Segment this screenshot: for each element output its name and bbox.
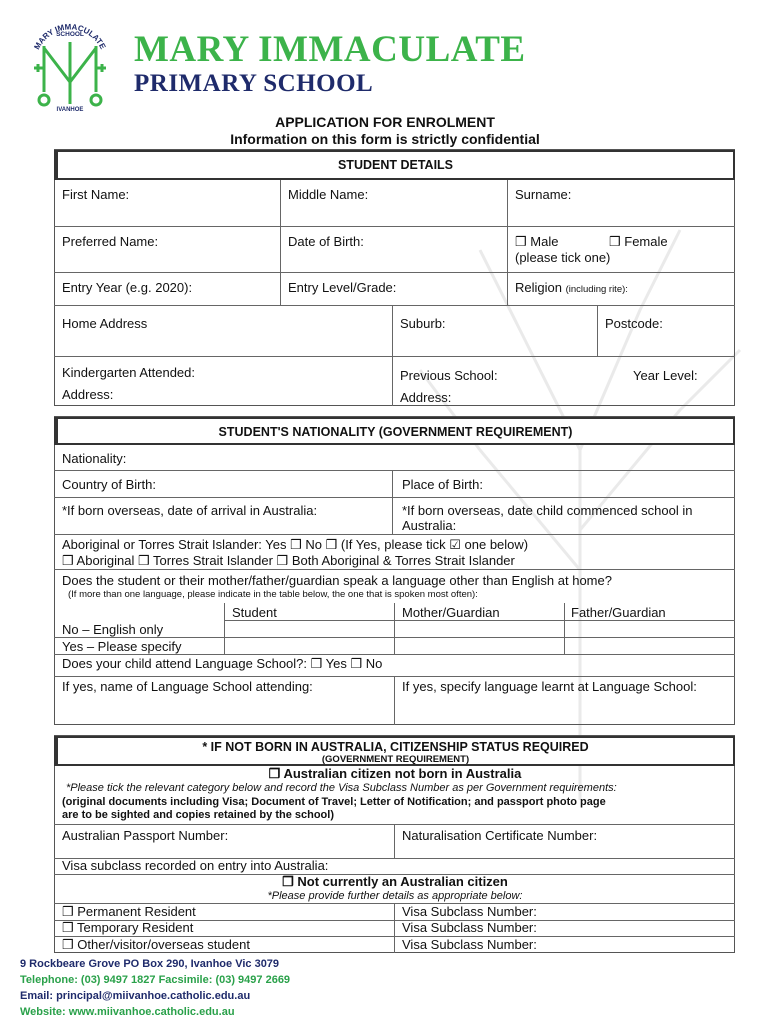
logo-ivanhoe-text: IVANHOE — [56, 107, 84, 112]
visa-number-field-3[interactable]: Visa Subclass Number: — [402, 937, 537, 952]
student-details-heading: STUDENT DETAILS — [54, 150, 735, 180]
date-of-birth-field[interactable]: Date of Birth: — [288, 234, 364, 249]
other-visitor-checkbox[interactable]: ❒ Other/visitor/overseas student — [62, 937, 250, 952]
school-subtitle: PRIMARY SCHOOL — [134, 70, 374, 97]
surname-field[interactable]: Surname: — [515, 187, 572, 202]
school-name: MARY IMMACULATE — [134, 29, 526, 70]
footer-email[interactable]: Email: principal@miivanhoe.catholic.edu.au — [20, 990, 251, 1002]
language-question: Does the student or their mother/father/guardian speak a language other than English at home? — [62, 573, 612, 588]
kindergarten-field[interactable]: Kindergarten Attended: — [62, 365, 195, 380]
entry-level-field[interactable]: Entry Level/Grade: — [288, 280, 397, 295]
kindergarten-address-field[interactable]: Address: — [62, 387, 114, 402]
tick-one-note: (please tick one) — [515, 250, 611, 265]
atsi-options[interactable]: ❒ Aboriginal ❒ Torres Strait Islander ❒ Both Aboriginal & Torres Strait Islander — [62, 553, 515, 568]
citizenship-heading — [54, 736, 735, 766]
naturalisation-field[interactable]: Naturalisation Certificate Number: — [402, 828, 598, 843]
documents-note-line1: (original documents including Visa; Document of Travel; Letter of Notification; and passport photo page — [62, 796, 606, 808]
col-father-guardian: Father/Guardian — [571, 605, 666, 620]
logo-arc-text: MARY IMMACULATE — [32, 22, 108, 52]
postcode-field[interactable]: Postcode: — [605, 316, 663, 331]
nationality-heading: STUDENT'S NATIONALITY (GOVERNMENT REQUIREMENT) — [54, 417, 735, 445]
citizenship-heading-title: * IF NOT BORN IN AUSTRALIA, CITIZENSHIP STATUS REQUIRED — [202, 740, 589, 754]
commenced-school-field-line2: Australia: — [402, 518, 457, 533]
not-citizen-checkbox[interactable]: ❒ Not currently an Australian citizen — [282, 874, 508, 889]
first-name-field[interactable]: First Name: — [62, 187, 130, 202]
religion-field[interactable] — [515, 280, 628, 295]
suburb-field[interactable]: Suburb: — [400, 316, 446, 331]
footer-phone: Telephone: (03) 9497 1827 Facsimile: (03) 9497 2669 — [20, 974, 291, 986]
language-learnt-field[interactable]: If yes, specify language learnt at Language School: — [402, 679, 697, 694]
further-details-note: *Please provide further details as appropriate below: — [267, 890, 523, 902]
home-address-field[interactable]: Home Address — [62, 316, 148, 331]
citizenship-instruction: *Please tick the relevant category below and record the Visa Subclass Number as per Government requirements: — [66, 782, 617, 794]
religion-note: (including rite): — [565, 284, 628, 295]
col-mother-guardian: Mother/Guardian — [402, 605, 500, 620]
arrival-date-field[interactable]: *If born overseas, date of arrival in Australia: — [62, 503, 318, 518]
religion-label: Religion — [515, 280, 562, 295]
visa-number-field-1[interactable]: Visa Subclass Number: — [402, 904, 537, 919]
footer-website[interactable]: Website: www.miivanhoe.catholic.edu.au — [20, 1006, 235, 1018]
middle-name-field[interactable]: Middle Name: — [288, 187, 369, 202]
previous-school-address-field[interactable]: Address: — [400, 390, 452, 405]
temporary-resident-checkbox[interactable]: ❒ Temporary Resident — [62, 920, 194, 935]
commenced-school-field[interactable]: *If born overseas, date child commenced school in — [402, 503, 693, 518]
permanent-resident-checkbox[interactable]: ❒ Permanent Resident — [62, 904, 196, 919]
male-checkbox[interactable]: ❒ Male — [515, 234, 559, 249]
year-level-field[interactable]: Year Level: — [633, 368, 698, 383]
citizen-not-born-checkbox[interactable]: ❒ Australian citizen not born in Australia — [268, 766, 522, 781]
visa-number-field-2[interactable]: Visa Subclass Number: — [402, 920, 537, 935]
logo-school-text: SCHOOL — [56, 31, 84, 38]
footer-address: 9 Rockbeare Grove PO Box 290, Ivanhoe Vic 3079 — [20, 958, 280, 970]
female-checkbox[interactable]: ❒ Female — [609, 234, 668, 249]
row-please-specify: Yes – Please specify — [62, 639, 182, 654]
row-english-only: No – English only — [62, 622, 164, 637]
form-title: APPLICATION FOR ENROLMENT — [275, 114, 495, 130]
documents-note-line2: are to be sighted and copies retained by the school) — [62, 809, 334, 821]
language-note: (If more than one language, please indicate in the table below, the one that is spoken most often): — [68, 589, 478, 600]
country-of-birth-field[interactable]: Country of Birth: — [62, 477, 156, 492]
visa-subclass-entry-field[interactable]: Visa subclass recorded on entry into Australia: — [62, 858, 329, 873]
entry-year-field[interactable]: Entry Year (e.g. 2020): — [62, 280, 193, 295]
form-subtitle: Information on this form is strictly confidential — [230, 131, 540, 147]
preferred-name-field[interactable]: Preferred Name: — [62, 234, 159, 249]
previous-school-field[interactable]: Previous School: — [400, 368, 498, 383]
col-student: Student — [232, 605, 277, 620]
language-school-name-field[interactable]: If yes, name of Language School attending: — [62, 679, 313, 694]
school-crest-logo — [20, 12, 120, 112]
passport-number-field[interactable]: Australian Passport Number: — [62, 828, 229, 843]
place-of-birth-field[interactable]: Place of Birth: — [402, 477, 483, 492]
atsi-question[interactable]: Aboriginal or Torres Strait Islander: Yes ❒ No ❒ (If Yes, please tick ☑ one below) — [62, 537, 529, 552]
language-school-question[interactable]: Does your child attend Language School?: ❒ Yes ❒ No — [62, 656, 383, 671]
citizenship-subheading: (GOVERNMENT REQUIREMENT) — [321, 754, 470, 765]
nationality-field[interactable]: Nationality: — [62, 451, 127, 466]
